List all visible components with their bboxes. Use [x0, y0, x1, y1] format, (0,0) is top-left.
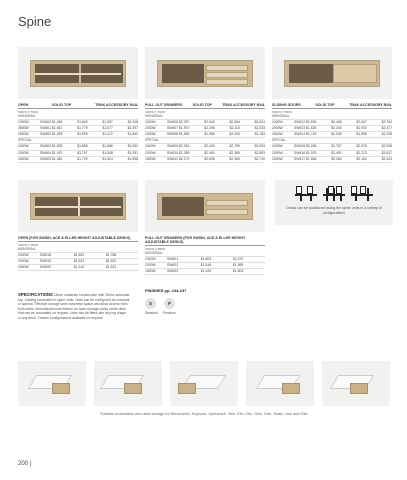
row-width: 2400W	[18, 144, 29, 149]
product-subtitle: SDDW X 550D	[272, 109, 293, 114]
row-code: SW621	[167, 256, 179, 261]
product-header: PULL OUT DRAWERS SOLID TOP TRAK ACCESSORY RAIL	[145, 103, 265, 107]
row-width: 1600W	[272, 132, 283, 137]
price-cell: $1,845	[77, 119, 88, 124]
desk-gallery	[18, 361, 390, 406]
row-code: SW600	[40, 119, 52, 124]
price-cell: $2,179	[179, 156, 190, 161]
cabinet-sliding-icon	[284, 60, 380, 87]
product-image-drawers	[145, 47, 265, 99]
row-code: SW606	[167, 119, 179, 124]
price-cell: $1,677	[102, 125, 113, 130]
cabinet-open-icon	[30, 193, 126, 220]
price-cell: $2,553	[254, 150, 265, 155]
config-description: Desks can be positioned along the spine units in a variety of configurations	[286, 206, 382, 215]
row-code: SW611	[167, 156, 178, 161]
row-prices	[52, 120, 138, 125]
price-cell: $2,385	[229, 150, 240, 155]
row-width: 2000W	[145, 262, 156, 267]
price-cell: $1,516	[200, 262, 212, 267]
config-diagram-icon	[351, 184, 373, 204]
price-cell: $2,062	[127, 144, 138, 149]
row-width: 2000W	[18, 150, 29, 155]
specifications-heading: SPECIFICATIONS	[18, 292, 53, 297]
row-width: 2400W	[272, 144, 283, 149]
row-width: 2400W	[272, 119, 283, 124]
row-code: SW622	[167, 262, 179, 267]
price-cell: $1,932	[356, 125, 367, 130]
price-cell: $1,668	[102, 144, 113, 149]
section-label: MONORAIL	[18, 247, 138, 253]
finish-swatch-standard: S	[145, 298, 156, 309]
price-cell: $2,445	[204, 144, 215, 149]
row-code: SW612	[294, 119, 306, 124]
price-cell: $1,842	[127, 132, 138, 137]
price-cell: $1,898	[127, 156, 138, 161]
price-cell: $2,397	[127, 125, 138, 130]
finish-swatch-premium: P	[164, 298, 175, 309]
row-code: SW608	[167, 132, 179, 137]
price-cell: $2,408	[331, 119, 342, 124]
price-cell: $2,423	[381, 156, 392, 161]
row-prices	[179, 269, 265, 274]
price-cell: $2,491	[331, 150, 342, 155]
row-prices	[179, 157, 265, 162]
price-cell: $2,757	[331, 144, 342, 149]
row-width: 2000W	[272, 125, 283, 130]
row-code: SW616	[294, 150, 306, 155]
price-cell: $2,364	[229, 119, 240, 124]
product-open-adjustable	[18, 180, 138, 271]
price-cell: $2,365	[229, 156, 240, 161]
config-diagram-icon	[323, 184, 345, 204]
section-label: MONORAIL	[145, 114, 265, 120]
row-prices	[306, 144, 392, 149]
price-cell: $2,164	[356, 156, 367, 161]
row-width: 1600W	[18, 265, 29, 270]
cabinet-open-icon	[30, 60, 126, 87]
specifications-body: 18mm substrate construction with 25mm substrate top. Cabling concealed in spine units. Units can be configured as monorail or special. Effective storage units maximise space and allow access from both sides. Monofascial units feature an open storage cavity under desk that can be concealed on request. Units can be fitted with any leg shape or any desk. Custom configurations available on request.	[18, 293, 130, 320]
price-cell: $1,986	[204, 132, 215, 137]
row-prices	[179, 120, 265, 125]
price-cell: $2,710	[254, 156, 265, 161]
row-width: 1600W	[145, 132, 156, 137]
row-width: 2000W	[145, 125, 156, 130]
section-label: SPECIAL	[18, 138, 138, 144]
row-prices	[179, 126, 265, 131]
section-label: MONORAIL	[18, 114, 138, 120]
price-cell: $2,935	[381, 144, 392, 149]
price-cell: $2,933	[254, 144, 265, 149]
price-cell: $2,538	[204, 156, 215, 161]
row-code: SW618	[40, 252, 52, 257]
price-table	[18, 114, 138, 164]
price-cell: $2,238	[306, 144, 317, 149]
product-image-drawers-adjustable	[145, 180, 265, 232]
table-row	[272, 157, 392, 163]
table-row	[18, 157, 138, 163]
price-cell: $1,803	[232, 269, 244, 274]
product-sliding-doors	[272, 47, 392, 163]
price-cell: $2,228	[381, 132, 392, 137]
price-cell: $1,583	[179, 132, 190, 137]
row-code: SW623	[167, 269, 179, 274]
row-code: SW605	[40, 156, 52, 161]
cabinet-drawers-icon	[157, 60, 253, 87]
price-table	[272, 114, 392, 164]
row-width: 1600W	[145, 156, 156, 161]
price-cell: $1,567	[52, 125, 63, 130]
price-cell: $1,779	[77, 125, 88, 130]
price-cell: $2,298	[204, 125, 215, 130]
row-prices	[179, 132, 265, 137]
row-width: 2400W	[145, 256, 156, 261]
price-cell: $2,308	[127, 119, 138, 124]
price-cell: $2,477	[381, 125, 392, 130]
price-cell: $1,885	[77, 144, 88, 149]
row-prices	[306, 151, 392, 156]
price-cell: $2,067	[356, 119, 367, 124]
finish-label-standard: Standard	[145, 311, 158, 315]
price-cell: $2,284	[331, 156, 342, 161]
finish-label-premium: Premium	[162, 311, 176, 315]
product-subtitle: SDDW X 550D	[145, 246, 166, 251]
row-code: SW603	[40, 144, 52, 149]
price-cell: $1,142	[73, 265, 85, 270]
product-image-open	[18, 47, 138, 99]
row-prices	[52, 151, 138, 156]
row-width: 2000W	[272, 150, 283, 155]
price-cell: $1,989	[232, 262, 244, 267]
price-cell: $1,803	[200, 256, 212, 261]
product-header: OPEN (FOR SWISH, ACE & ELLER HEIGHT ADJUSTABLE DESKS)	[18, 236, 138, 242]
product-subtitle: SDDW X 550D	[18, 242, 39, 247]
desk-image	[170, 361, 238, 406]
price-cell: $2,533	[254, 125, 265, 130]
price-cell: $2,070	[232, 256, 244, 261]
desk-image	[322, 361, 390, 406]
price-cell: $1,848	[306, 156, 317, 161]
desk-image	[18, 361, 86, 406]
price-cell: $2,359	[179, 150, 190, 155]
price-cell: $1,553	[73, 252, 85, 257]
row-width: 2400W	[18, 119, 29, 124]
row-prices	[306, 132, 392, 137]
configuration-panel	[275, 180, 393, 225]
price-cell: $2,006	[331, 132, 342, 137]
price-cell: $1,457	[52, 150, 63, 155]
product-image-sliding	[272, 47, 392, 99]
row-width: 2000W	[145, 150, 156, 155]
row-prices	[52, 259, 138, 264]
price-cell: $2,784	[381, 119, 392, 124]
price-cell: $1,625	[306, 125, 317, 130]
finishes	[145, 288, 225, 315]
specifications	[18, 293, 130, 321]
price-cell: $2,316	[179, 144, 190, 149]
row-code: SW615	[294, 144, 306, 149]
price-table	[18, 247, 138, 272]
section-label: SPECIAL	[272, 138, 392, 144]
product-drawers-adjustable	[145, 180, 265, 275]
price-cell: $1,858	[356, 132, 367, 137]
row-prices	[52, 157, 138, 162]
section-label: SPECIAL	[145, 138, 265, 144]
finishes-title: FINISHES pp. 234-237	[145, 288, 187, 293]
row-width: 1600W	[18, 156, 29, 161]
price-cell: $1,620	[105, 258, 117, 263]
row-prices	[179, 257, 265, 262]
row-prices	[179, 263, 265, 268]
product-header: OPEN SOLID TOP TRAK ACCESSORY RAIL	[18, 103, 138, 107]
row-width: 2400W	[145, 144, 156, 149]
price-cell: $2,490	[204, 150, 215, 155]
product-image-open-adjustable	[18, 180, 138, 232]
page-number: 200 |	[18, 461, 32, 467]
section-label: MONORAIL	[272, 114, 392, 120]
table-row	[145, 157, 265, 163]
price-cell: $1,595	[77, 132, 88, 137]
desk-image	[94, 361, 162, 406]
price-cell: $1,513	[105, 265, 117, 270]
price-cell: $1,788	[105, 252, 117, 257]
row-code: SW601	[40, 125, 52, 130]
config-diagram-icon	[295, 184, 317, 204]
desk-caption: Suitable workstation and desk storage for Benchwork, Keywork, Openwork, Velo, Elio, Clic, Oslo, Dart, Swish, Ace and Eller	[100, 412, 308, 416]
price-table	[145, 114, 265, 164]
price-cell: $1,333	[73, 258, 85, 263]
price-cell: $1,624	[102, 156, 113, 161]
product-header: SLIDING DOORS SOLID TOP TRAK ACCESSORY RAIL	[272, 103, 392, 107]
row-width: 1600W	[145, 269, 156, 274]
price-cell: $1,528	[52, 132, 63, 137]
price-cell: $1,597	[102, 119, 113, 124]
row-prices	[52, 126, 138, 131]
table-row	[145, 269, 265, 275]
row-prices	[306, 126, 392, 131]
page-title: Spine	[18, 14, 52, 29]
price-cell: $2,005	[229, 132, 240, 137]
desk-image	[246, 361, 314, 406]
price-cell: $2,799	[229, 144, 240, 149]
row-code: SW620	[40, 265, 52, 270]
section-label: MONORAIL	[145, 251, 265, 257]
price-cell: $1,757	[77, 150, 88, 155]
row-prices	[52, 253, 138, 258]
price-cell: $2,183	[254, 132, 265, 137]
row-code: SW602	[40, 132, 52, 137]
price-cell: $2,155	[331, 125, 342, 130]
price-cell: $2,617	[381, 150, 392, 155]
row-code: SW619	[40, 258, 52, 263]
price-cell: $2,578	[356, 144, 367, 149]
row-prices	[306, 157, 392, 162]
row-prices	[179, 151, 265, 156]
price-cell: $1,472	[102, 132, 113, 137]
price-cell: $1,381	[52, 156, 63, 161]
price-cell: $2,357	[179, 119, 190, 124]
row-prices	[306, 120, 392, 125]
price-cell: $1,835	[52, 144, 63, 149]
cabinet-drawers-icon	[157, 193, 253, 220]
price-cell: $1,455	[52, 119, 63, 124]
row-code: SW609	[167, 144, 179, 149]
price-cell: $1,425	[200, 269, 212, 274]
price-table	[145, 251, 265, 276]
row-code: SW604	[40, 150, 52, 155]
row-width: 2800W	[18, 125, 29, 130]
row-width: 2400W	[145, 119, 156, 124]
price-cell: $1,743	[306, 132, 317, 137]
price-cell: $2,624	[254, 119, 265, 124]
price-cell: $1,931	[127, 150, 138, 155]
price-cell: $1,548	[102, 150, 113, 155]
row-prices	[52, 132, 138, 137]
price-cell: $1,709	[77, 156, 88, 161]
price-cell: $1,836	[306, 119, 317, 124]
product-subtitle: SDDW X 550D	[18, 109, 39, 114]
product-subtitle: SDDW X 550D	[145, 109, 166, 114]
row-code: SW613	[294, 125, 306, 130]
row-prices	[179, 144, 265, 149]
price-cell: $2,223	[356, 150, 367, 155]
row-code: SW614	[294, 132, 306, 137]
product-header: PULL OUT DRAWERS (FOR SWISH, ACE & ELLER HEIGHT ADJUSTABLE DESKS)	[145, 236, 265, 246]
price-cell: $2,445	[204, 119, 215, 124]
table-row	[18, 265, 138, 271]
price-cell: $2,115	[229, 125, 240, 130]
price-cell: $1,970	[179, 125, 190, 130]
product-open	[18, 47, 138, 163]
row-code: SW617	[294, 156, 306, 161]
row-prices	[52, 265, 138, 270]
price-cell: $1,975	[306, 150, 317, 155]
product-pull-out-drawers	[145, 47, 265, 163]
row-code: SW607	[167, 125, 179, 130]
row-code: SW610	[167, 150, 179, 155]
row-width: 2400W	[18, 252, 29, 257]
row-width: 1600W	[272, 156, 283, 161]
row-width: 1800W	[18, 132, 29, 137]
row-prices	[52, 144, 138, 149]
row-width: 2000W	[18, 258, 29, 263]
